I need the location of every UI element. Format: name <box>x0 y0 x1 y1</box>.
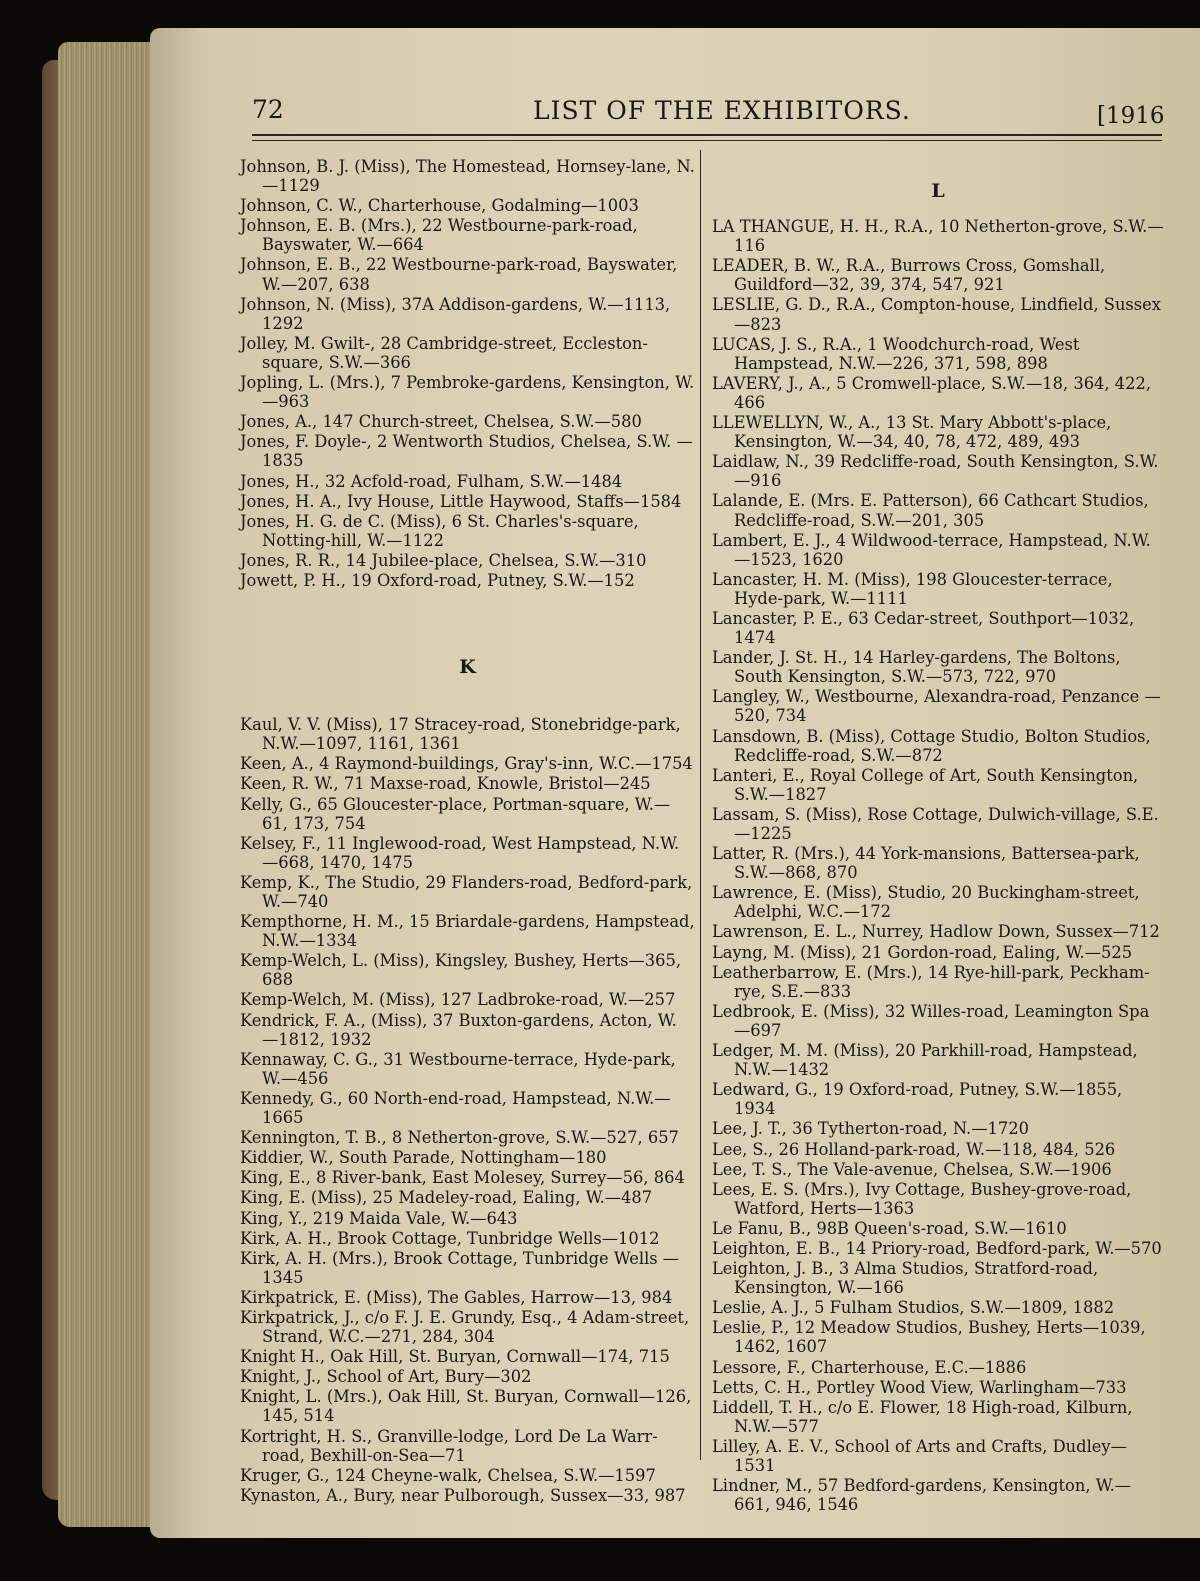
exhibitor-entry: Lee, J. T., 36 Tytherton-road, N.—1720 <box>712 1119 1029 1139</box>
exhibitor-entry: LESLIE, G. D., R.A., Compton-house, Lindfield, Sussex—823 <box>712 295 1161 334</box>
exhibitor-entry: Johnson, N. (Miss), 37A Addison-gardens, W.—1113, 1292 <box>240 294 671 333</box>
exhibitor-entry: King, E., 8 River-bank, East Molesey, Surrey—56, 864 <box>240 1168 685 1188</box>
exhibitor-entry: Jolley, M. Gwilt-, 28 Cambridge-street, Eccleston-square, S.W.—366 <box>240 333 648 372</box>
exhibitor-entry: Langley, W., Westbourne, Alexandra-road, Penzance —520, 734 <box>712 687 1161 726</box>
exhibitor-entry: Johnson, B. J. (Miss), The Homestead, Hornsey-lane, N.—1129 <box>240 157 695 196</box>
exhibitor-entry: Knight, L. (Mrs.), Oak Hill, St. Buryan, Cornwall—126, 145, 514 <box>240 1387 692 1426</box>
exhibitor-entry: Kennedy, G., 60 North-end-road, Hampstead, N.W.—1665 <box>240 1088 671 1128</box>
exhibitor-entry: Kelsey, F., 11 Inglewood-road, West Hampstead, N.W. —668, 1470, 1475 <box>240 833 680 872</box>
l-entries <box>712 217 1164 1514</box>
exhibitor-entry: Layng, M. (Miss), 21 Gordon-road, Ealing, W.—525 <box>712 942 1133 962</box>
right-column <box>712 182 1164 1515</box>
exhibitor-entry: Lees, E. S. (Mrs.), Ivy Cottage, Bushey-grove-road, Watford, Herts—1363 <box>712 1179 1132 1218</box>
exhibitor-entry: Jones, H. G. de C. (Miss), 6 St. Charles's-square, Notting-hill, W.—1122 <box>240 511 639 550</box>
exhibitor-entry: Leatherbarrow, E. (Mrs.), 14 Rye-hill-park, Peckham-rye, S.E.—833 <box>712 962 1150 1001</box>
exhibitor-entry: Jones, F. Doyle-, 2 Wentworth Studios, Chelsea, S.W. —1835 <box>240 432 693 471</box>
exhibitor-entry: Ledward, G., 19 Oxford-road, Putney, S.W.—1855, 1934 <box>712 1080 1123 1119</box>
k-entries <box>240 715 695 1505</box>
exhibitor-entry: Jones, R. R., 14 Jubilee-place, Chelsea, S.W.—310 <box>240 550 647 570</box>
exhibitor-entry: Jowett, P. H., 19 Oxford-road, Putney, S.W.—152 <box>240 570 635 590</box>
exhibitor-entry: Kiddier, W., South Parade, Nottingham—180 <box>240 1148 607 1168</box>
exhibitor-entry: Lessore, F., Charterhouse, E.C.—1886 <box>712 1357 1027 1377</box>
exhibitor-entry: Leslie, P., 12 Meadow Studios, Bushey, Herts—1039, 1462, 1607 <box>712 1318 1146 1357</box>
exhibitor-entry: Keen, R. W., 71 Maxse-road, Knowle, Bristol—245 <box>240 774 651 794</box>
exhibitor-entry: LLEWELLYN, W., A., 13 St. Mary Abbott's-place, Kensington, W.—34, 40, 78, 472, 489, 493 <box>712 413 1112 452</box>
exhibitor-entry: Kemp, K., The Studio, 29 Flanders-road, Bedford-park, W.—740 <box>240 872 693 911</box>
exhibitor-entry: Lindner, M., 57 Bedford-gardens, Kensington, W.—661, 946, 1546 <box>712 1476 1132 1515</box>
exhibitor-entry: Letts, C. H., Portley Wood View, Warlingham—733 <box>712 1377 1127 1397</box>
exhibitor-entry: Lambert, E. J., 4 Wildwood-terrace, Hampstead, N.W. —1523, 1620 <box>712 530 1151 569</box>
exhibitor-entry: Kempthorne, H. M., 15 Briardale-gardens, Hampstead, N.W.—1334 <box>240 912 695 951</box>
exhibitor-entry: Jones, A., 147 Church-street, Chelsea, S.W.—580 <box>240 412 642 432</box>
exhibitor-entry: Ledger, M. M. (Miss), 20 Parkhill-road, Hampstead, N.W.—1432 <box>712 1041 1138 1080</box>
exhibitor-entry: Laidlaw, N., 39 Redcliffe-road, South Kensington, S.W. —916 <box>712 452 1159 491</box>
exhibitor-entry: Kynaston, A., Bury, near Pulborough, Sussex—33, 987 <box>240 1485 686 1505</box>
header-rule <box>252 134 1162 136</box>
exhibitor-entry: Kruger, G., 124 Cheyne-walk, Chelsea, S.W.—1597 <box>240 1465 656 1485</box>
exhibitor-entry: King, E. (Miss), 25 Madeley-road, Ealing, W.—487 <box>240 1188 653 1208</box>
page-title: LIST OF THE EXHIBITORS. <box>533 96 911 125</box>
exhibitor-entry: Jopling, L. (Mrs.), 7 Pembroke-gardens, Kensington, W.—963 <box>240 373 695 412</box>
exhibitor-entry: Lawrence, E. (Miss), Studio, 20 Buckingham-street, Adelphi, W.C.—172 <box>712 883 1140 922</box>
header-rule-thin <box>252 140 1162 141</box>
exhibitor-entry: Johnson, E. B., 22 Westbourne-park-road, Bayswater, W.—207, 638 <box>240 255 678 294</box>
left-column <box>240 157 695 1506</box>
exhibitor-entry: Kennaway, C. G., 31 Westbourne-terrace, Hyde-park, W.—456 <box>240 1049 676 1088</box>
exhibitor-entry: Knight, J., School of Art, Bury—302 <box>240 1367 532 1387</box>
exhibitor-entry: Liddell, T. H., c/o E. Flower, 18 High-road, Kilburn, N.W.—577 <box>712 1397 1133 1436</box>
exhibitor-entry: Lancaster, H. M. (Miss), 198 Gloucester-terrace, Hyde-park, W.—1111 <box>712 569 1113 608</box>
exhibitor-entry: Kirk, A. H., Brook Cottage, Tunbridge Wells—1012 <box>240 1228 660 1248</box>
exhibitor-entry: Kortright, H. S., Granville-lodge, Lord De La Warr-road, Bexhill-on-Sea—71 <box>240 1426 658 1465</box>
exhibitor-entry: Latter, R. (Mrs.), 44 York-mansions, Battersea-park, S.W.—868, 870 <box>712 844 1140 883</box>
section-heading-k: K <box>459 656 476 679</box>
column-divider <box>700 150 701 1460</box>
exhibitor-entry: Kendrick, F. A., (Miss), 37 Buxton-gardens, Acton, W. —1812, 1932 <box>240 1010 677 1049</box>
exhibitor-entry: Leighton, J. B., 3 Alma Studios, Stratford-road, Kensington, W.—166 <box>712 1259 1099 1298</box>
exhibitor-entry: LA THANGUE, H. H., R.A., 10 Netherton-grove, S.W.—116 <box>712 217 1164 256</box>
exhibitor-entry: Lalande, E. (Mrs. E. Patterson), 66 Cathcart Studios, Redcliffe-road, S.W.—201, 305 <box>712 491 1149 530</box>
exhibitor-entry: Lander, J. St. H., 14 Harley-gardens, The Boltons, South Kensington, S.W.—573, 722, 970 <box>712 648 1121 687</box>
exhibitor-entry: Lilley, A. E. V., School of Arts and Crafts, Dudley—1531 <box>712 1436 1127 1475</box>
exhibitor-entry: Kemp-Welch, M. (Miss), 127 Ladbroke-road, W.—257 <box>240 990 676 1010</box>
exhibitor-entry: Jones, H. A., Ivy House, Little Haywood, Staffs—1584 <box>240 491 682 511</box>
exhibitor-entry: Keen, A., 4 Raymond-buildings, Gray's-inn, W.C.—1754 <box>240 754 693 774</box>
exhibitor-entry: Kirkpatrick, E. (Miss), The Gables, Harrow—13, 984 <box>240 1287 673 1307</box>
exhibitor-entry: Lawrenson, E. L., Nurrey, Hadlow Down, Sussex—712 <box>712 922 1160 942</box>
exhibitor-entry: Ledbrook, E. (Miss), 32 Willes-road, Leamington Spa —697 <box>712 1001 1150 1040</box>
exhibitor-entry: Kirkpatrick, J., c/o F. J. E. Grundy, Esq., 4 Adam-street, Strand, W.C.—271, 284, 304 <box>240 1307 690 1347</box>
exhibitor-entry: Lanteri, E., Royal College of Art, South Kensington, S.W.—1827 <box>712 765 1139 804</box>
exhibitor-entry: Kaul, V. V. (Miss), 17 Stracey-road, Stonebridge-park, N.W.—1097, 1161, 1361 <box>240 715 681 754</box>
j-entries <box>240 157 695 590</box>
exhibitor-entry: Knight H., Oak Hill, St. Buryan, Cornwall—174, 715 <box>240 1347 670 1367</box>
exhibitor-entry: Lansdown, B. (Miss), Cottage Studio, Bolton Studios, Redcliffe-road, S.W.—872 <box>712 726 1151 765</box>
exhibitor-entry: Jones, H., 32 Acfold-road, Fulham, S.W.—1484 <box>240 471 623 491</box>
exhibitor-entry: Kirk, A. H. (Mrs.), Brook Cottage, Tunbridge Wells —1345 <box>240 1248 680 1287</box>
exhibitor-entry: Le Fanu, B., 98B Queen's-road, S.W.—1610 <box>712 1218 1067 1238</box>
exhibitor-entry: King, Y., 219 Maida Vale, W.—643 <box>240 1208 518 1228</box>
exhibitor-entry: Kelly, G., 65 Gloucester-place, Portman-square, W.—61, 173, 754 <box>240 794 671 833</box>
exhibitor-entry: Leighton, E. B., 14 Priory-road, Bedford-park, W.—570 <box>712 1238 1162 1258</box>
exhibitor-entry: LAVERY, J., A., 5 Cromwell-place, S.W.—18, 364, 422, 466 <box>712 373 1152 412</box>
exhibitor-entry: Lee, S., 26 Holland-park-road, W.—118, 484, 526 <box>712 1139 1116 1159</box>
page-edges <box>58 42 154 1527</box>
exhibitor-entry: Lassam, S. (Miss), Rose Cottage, Dulwich-village, S.E. —1225 <box>712 804 1159 843</box>
exhibitor-entry: Kennington, T. B., 8 Netherton-grove, S.W.—527, 657 <box>240 1128 679 1148</box>
page-number: 72 <box>252 95 284 124</box>
exhibitor-entry: Kemp-Welch, L. (Miss), Kingsley, Bushey, Herts—365, 688 <box>240 951 682 990</box>
exhibitor-entry: Lee, T. S., The Vale-avenue, Chelsea, S.W.—1906 <box>712 1159 1112 1179</box>
page-year: [1916 <box>1097 103 1165 129</box>
exhibitor-entry: Johnson, E. B. (Mrs.), 22 Westbourne-park-road, Bayswater, W.—664 <box>240 216 638 255</box>
exhibitor-entry: Leslie, A. J., 5 Fulham Studios, S.W.—1809, 1882 <box>712 1298 1115 1318</box>
exhibitor-entry: LEADER, B. W., R.A., Burrows Cross, Gomshall, Guildford—32, 39, 374, 547, 921 <box>712 256 1106 295</box>
exhibitor-entry: Lancaster, P. E., 63 Cedar-street, Southport—1032, 1474 <box>712 608 1135 648</box>
exhibitor-entry: Johnson, C. W., Charterhouse, Godalming—1003 <box>240 196 639 216</box>
section-heading-l: L <box>931 180 945 202</box>
exhibitor-entry: LUCAS, J. S., R.A., 1 Woodchurch-road, West Hampstead, N.W.—226, 371, 598, 898 <box>712 334 1080 373</box>
